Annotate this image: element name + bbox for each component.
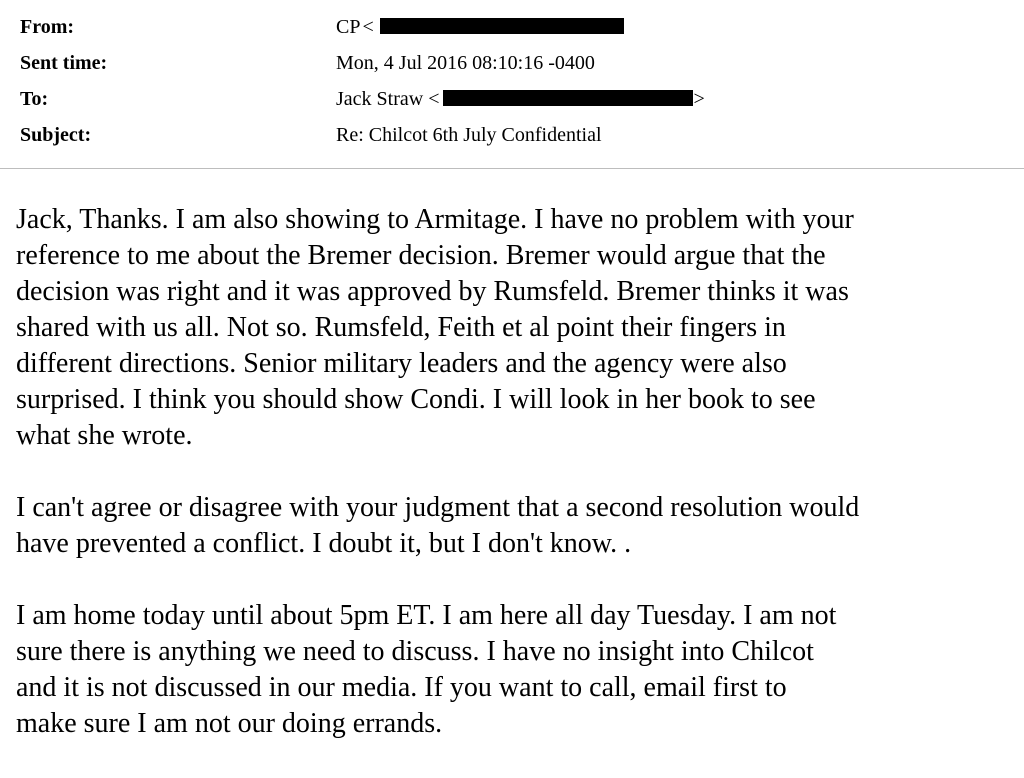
body-line: make sure I am not our doing errands. bbox=[16, 708, 443, 739]
sent-time-value: Mon, 4 Jul 2016 08:10:16 -0400 bbox=[336, 52, 595, 74]
from-value bbox=[336, 12, 624, 42]
subject-value: Re: Chilcot 6th July Confidential bbox=[336, 124, 602, 146]
to-row bbox=[20, 84, 1020, 120]
body-line: decision was right and it was approved by Rumsfeld. Bremer thinks it was bbox=[16, 276, 849, 307]
body-line: I am home today until about 5pm ET. I am here all day Tuesday. I am not bbox=[16, 600, 837, 631]
body-line: Jack, Thanks. I am also showing to Armitage. I have no problem with your bbox=[16, 204, 854, 235]
from-email-redaction bbox=[380, 18, 624, 34]
from-row bbox=[20, 12, 1020, 48]
from-sender-name: CP bbox=[336, 16, 361, 38]
header-divider bbox=[0, 168, 1024, 169]
to-close-bracket: > bbox=[693, 88, 705, 110]
to-label: To: bbox=[20, 88, 49, 110]
from-open-bracket: < bbox=[362, 16, 374, 38]
sent-time-label: Sent time: bbox=[20, 52, 108, 74]
subject-label: Subject: bbox=[20, 124, 92, 146]
to-value bbox=[336, 84, 705, 114]
body-line: I can't agree or disagree with your judgment that a second resolution would bbox=[16, 492, 860, 523]
body-paragraph-3 bbox=[16, 598, 1016, 742]
subject-row bbox=[20, 120, 1020, 156]
body-line: reference to me about the Bremer decision. Bremer would argue that the bbox=[16, 240, 826, 271]
body-line: sure there is anything we need to discuss. I have no insight into Chilcot bbox=[16, 636, 814, 667]
body-line: shared with us all. Not so. Rumsfeld, Feith et al point their fingers in bbox=[16, 312, 786, 343]
body-line: surprised. I think you should show Condi. I will look in her book to see bbox=[16, 384, 816, 415]
to-open-bracket: < bbox=[428, 88, 440, 110]
body-paragraph-1 bbox=[16, 202, 1016, 454]
body-line: different directions. Senior military leaders and the agency were also bbox=[16, 348, 787, 379]
email-header bbox=[20, 12, 1020, 156]
to-recipient-name: Jack Straw bbox=[336, 88, 424, 110]
from-label: From: bbox=[20, 16, 75, 38]
email-body bbox=[16, 202, 1016, 778]
body-line: and it is not discussed in our media. If you want to call, email first to bbox=[16, 672, 787, 703]
to-email-redaction bbox=[443, 90, 693, 106]
body-line: have prevented a conflict. I doubt it, but I don't know. . bbox=[16, 528, 632, 559]
sent-time-row bbox=[20, 48, 1020, 84]
body-line: what she wrote. bbox=[16, 420, 193, 451]
body-paragraph-2 bbox=[16, 490, 1016, 562]
